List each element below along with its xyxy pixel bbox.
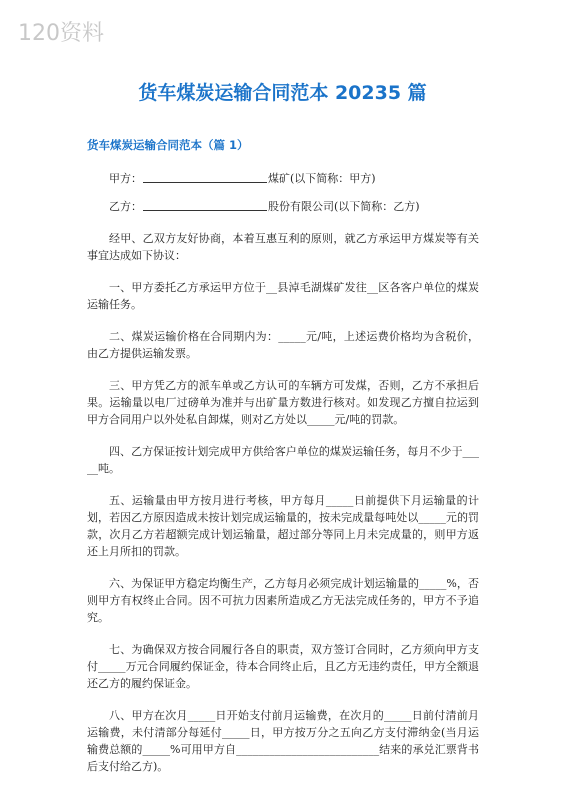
clause-4: 四、乙方保证按计划完成甲方供给客户单位的煤炭运输任务，每月不少于_____吨。 bbox=[87, 445, 479, 475]
watermark: 120资料 bbox=[18, 21, 104, 46]
paragraph-intro: 经甲、乙双方友好协商，本着互惠互利的原则，就乙方承运甲方煤炭等有关事宜达成如下协议： bbox=[87, 232, 479, 262]
party-b-line bbox=[109, 198, 479, 215]
clause-5: 五、运输量由甲方按月进行考核，甲方每月_____日前提供下月运输量的计划，若因乙方原因造成未按计划完成运输量的，按未完成量每吨处以_____元的罚款，次月乙方若超额完成计划运输量，超过部分等同上月未完成量的，则甲方返还上月所扣的罚款。 bbox=[87, 494, 479, 558]
clause-7: 七、为确保双方按合同履行各自的职责，双方签订合同时，乙方须向甲方支付_____万元合同履约保证金，待本合同终止后，且乙方无违约责任，甲方全额退还乙方的履约保证金。 bbox=[87, 643, 479, 690]
party-a-suffix: 煤矿(以下简称：甲方) bbox=[268, 172, 376, 185]
section-title: 货车煤炭运输合同范本（篇 1） bbox=[87, 138, 249, 152]
party-b-label: 乙方： bbox=[109, 200, 142, 213]
clause-2: 二、煤炭运输价格在合同期内为：_____元/吨，上述运费价格均为含税价，由乙方提供运输发票。 bbox=[87, 330, 479, 360]
clause-8: 八、甲方在次月_____日开始支付前月运输费，在次月的_____日前付清前月运输费，未付清部分每延付_____日，甲方按万分之五向乙方支付滞纳金(当月运输费总额的_____%可用甲方自__________________________结来的承兑汇票背书后支付给乙方)。 bbox=[87, 709, 479, 773]
clause-3: 三、甲方凭乙方的派车单或乙方认可的车辆方可发煤，否则，乙方不承担后果。运输量以电厂过磅单为准并与出矿量方数进行核对。如发现乙方擅自拉运到甲方合同用户以外处私自卸煤，则对乙方处以_____元/吨的罚款。 bbox=[87, 379, 479, 426]
party-a-label: 甲方： bbox=[109, 172, 142, 185]
party-b-blank bbox=[143, 198, 267, 211]
party-a-blank bbox=[143, 170, 267, 183]
party-b-suffix: 股份有限公司(以下简称：乙方) bbox=[268, 200, 420, 213]
contract-body bbox=[87, 170, 479, 775]
clause-1: 一、甲方委托乙方承运甲方位于__县淖毛湖煤矿发往__区各客户单位的煤炭运输任务。 bbox=[87, 281, 479, 311]
page-title: 货车煤炭运输合同范本 20235 篇 bbox=[138, 82, 427, 104]
clause-6: 六、为保证甲方稳定均衡生产，乙方每月必须完成计划运输量的_____%，否则甲方有权终止合同。因不可抗力因素所造成乙方无法完成任务的，甲方不予追究。 bbox=[87, 577, 479, 624]
party-a-line bbox=[109, 170, 479, 187]
